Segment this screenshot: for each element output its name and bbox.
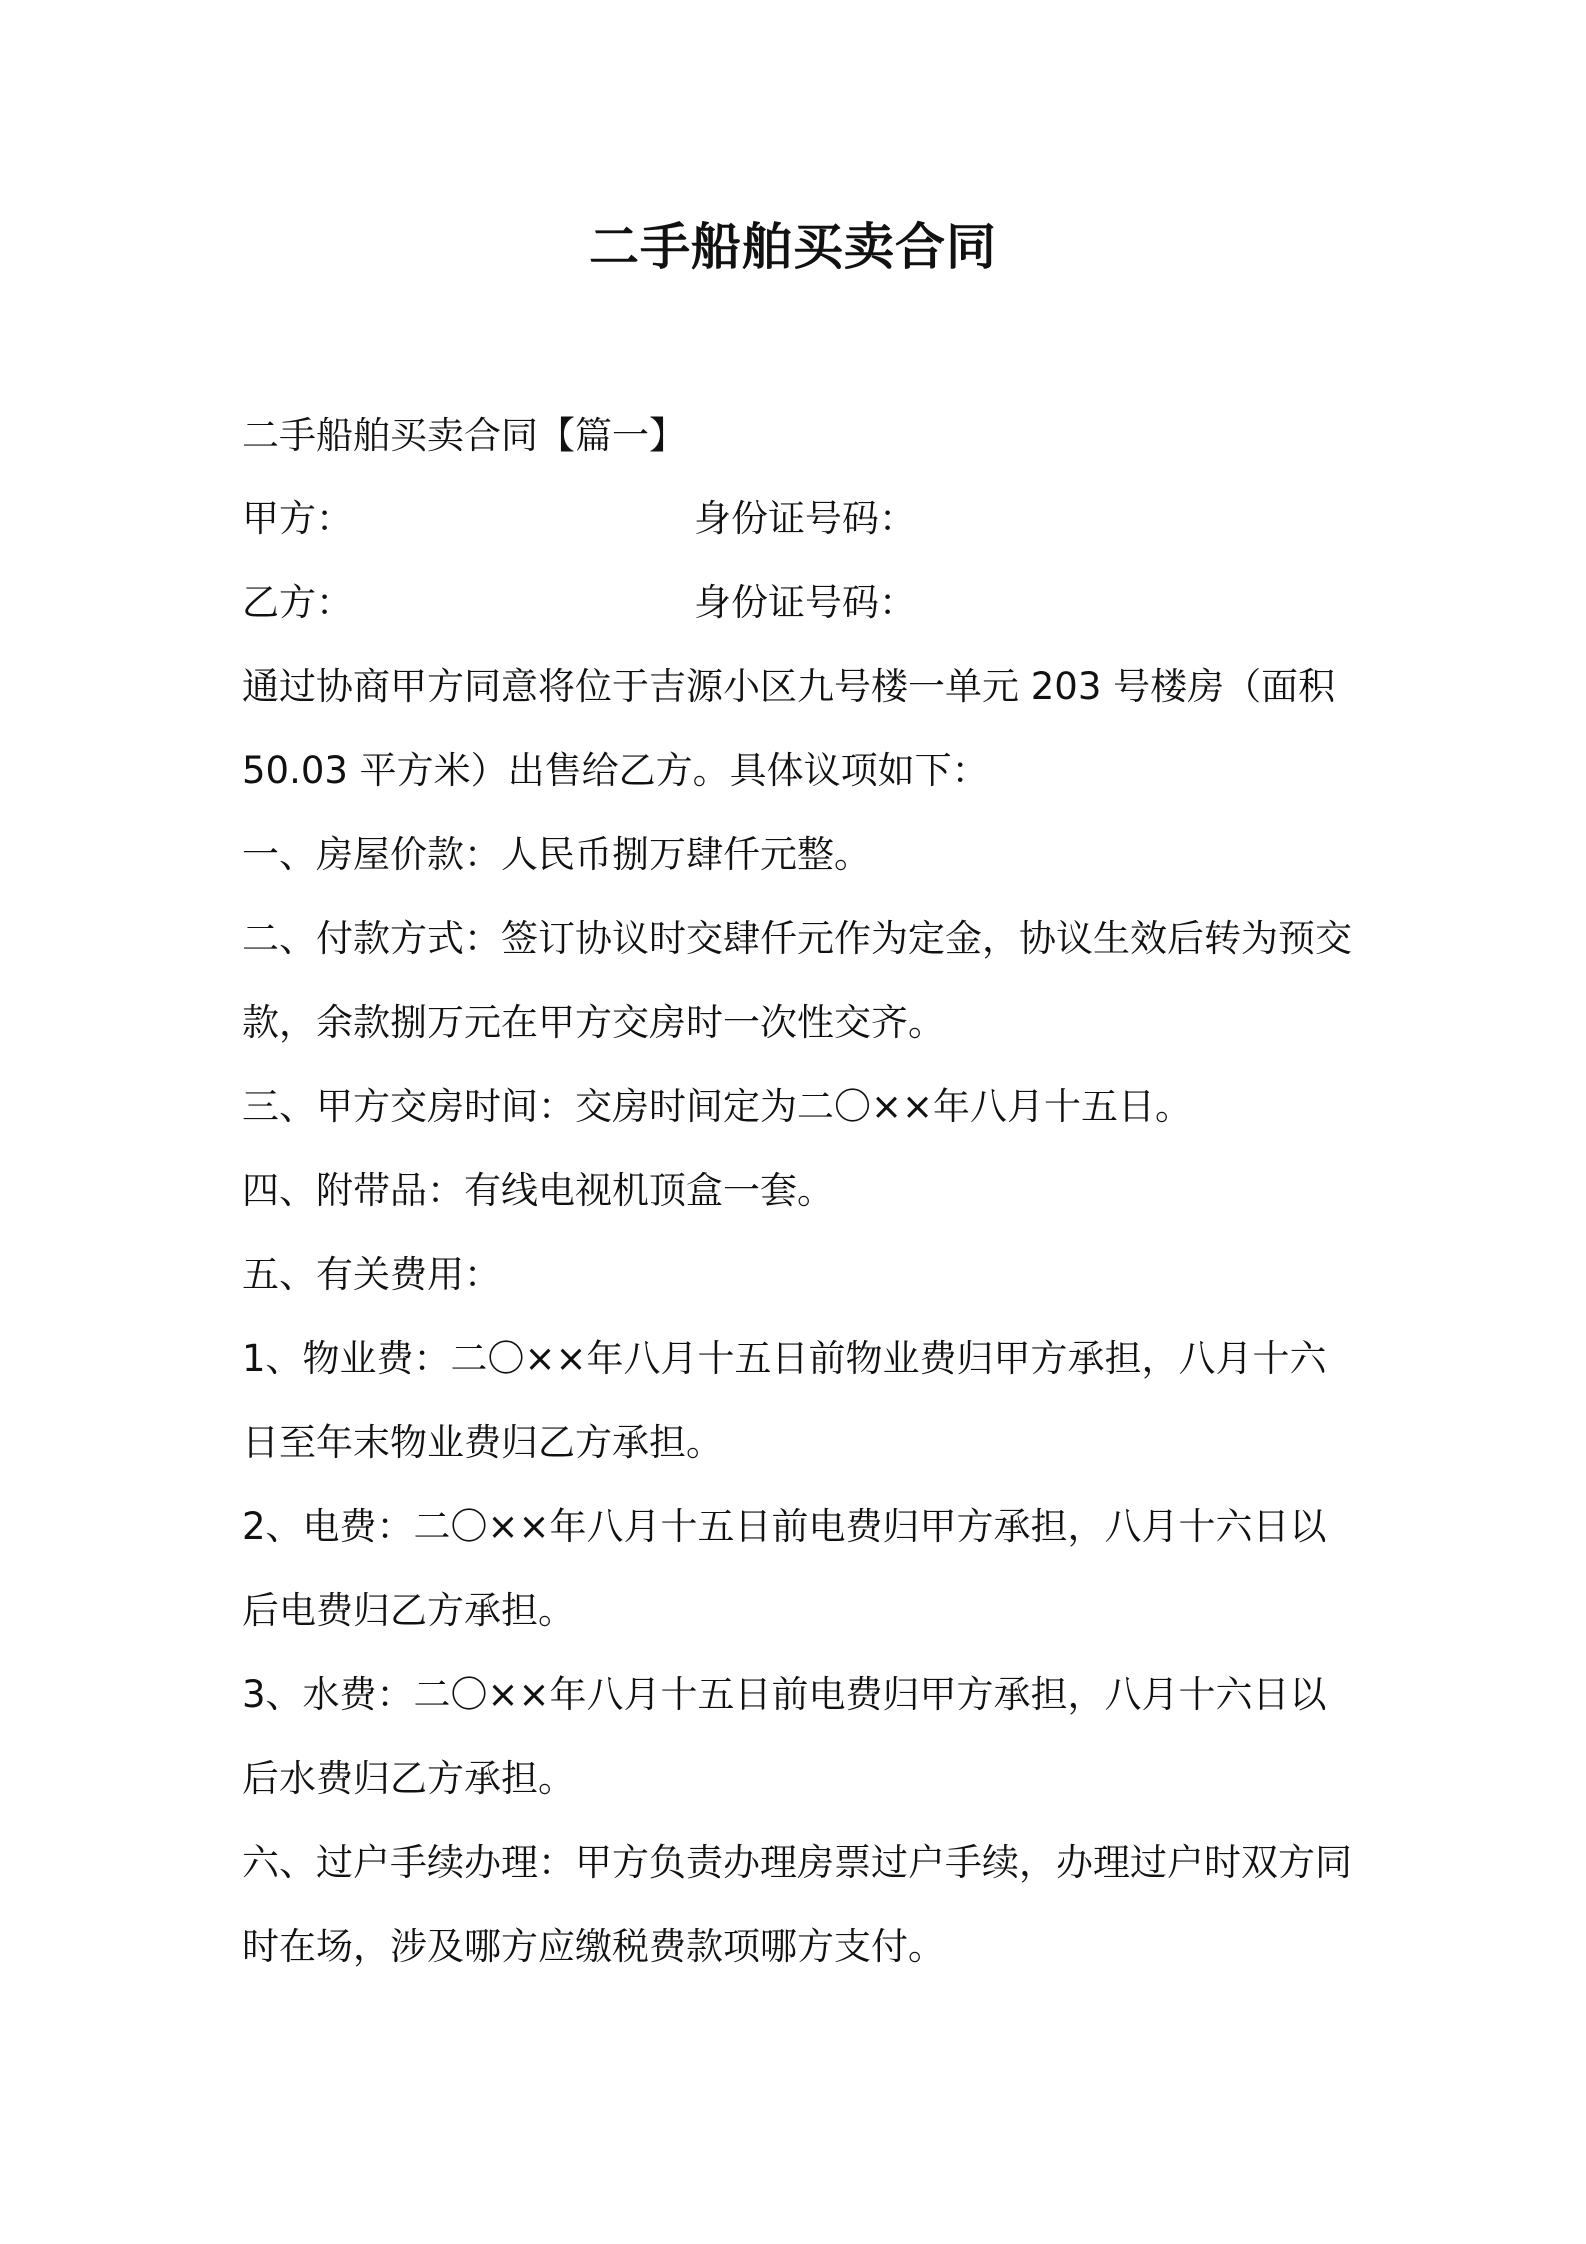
body-line: 时在场，涉及哪方应缴税费款项哪方支付。 [242, 1925, 945, 1968]
body-line: 50.03 平方米）出售给乙方。具体议项如下： [242, 749, 989, 792]
body-line: 后水费归乙方承担。 [242, 1757, 575, 1800]
body-line: 三、甲方交房时间：交房时间定为二〇××年八月十五日。 [242, 1085, 1193, 1128]
body-line: 2、电费：二〇××年八月十五日前电费归甲方承担，八月十六日以 [242, 1505, 1327, 1548]
body-line: 日至年末物业费归乙方承担。 [242, 1421, 723, 1464]
body-line: 3、水费：二〇××年八月十五日前电费归甲方承担，八月十六日以 [242, 1673, 1327, 1716]
body-line: 1、物业费：二〇××年八月十五日前物业费归甲方承担，八月十六 [242, 1337, 1327, 1380]
body-line: 五、有关费用： [242, 1253, 501, 1296]
body-line: 六、过户手续办理：甲方负责办理房票过户手续，办理过户时双方同 [242, 1841, 1352, 1884]
party-b-label: 乙方： [242, 581, 353, 624]
party-a-id-label: 身份证号码： [694, 497, 916, 540]
body-line: 二、付款方式：签订协议时交肆仟元作为定金，协议生效后转为预交 [242, 917, 1352, 960]
party-b-id-label: 身份证号码： [694, 581, 916, 624]
body-line: 四、附带品：有线电视机顶盒一套。 [242, 1169, 834, 1212]
body-line: 款，余款捌万元在甲方交房时一次性交齐。 [242, 1001, 945, 1044]
document-title: 二手船舶买卖合同 [589, 218, 997, 276]
party-a-label: 甲方： [242, 497, 353, 540]
section-heading: 二手船舶买卖合同【篇一】 [242, 414, 686, 457]
body-line: 一、房屋价款：人民币捌万肆仟元整。 [242, 833, 871, 876]
body-line: 通过协商甲方同意将位于吉源小区九号楼一单元 203 号楼房（面积 [242, 665, 1336, 708]
body-line: 后电费归乙方承担。 [242, 1589, 575, 1632]
